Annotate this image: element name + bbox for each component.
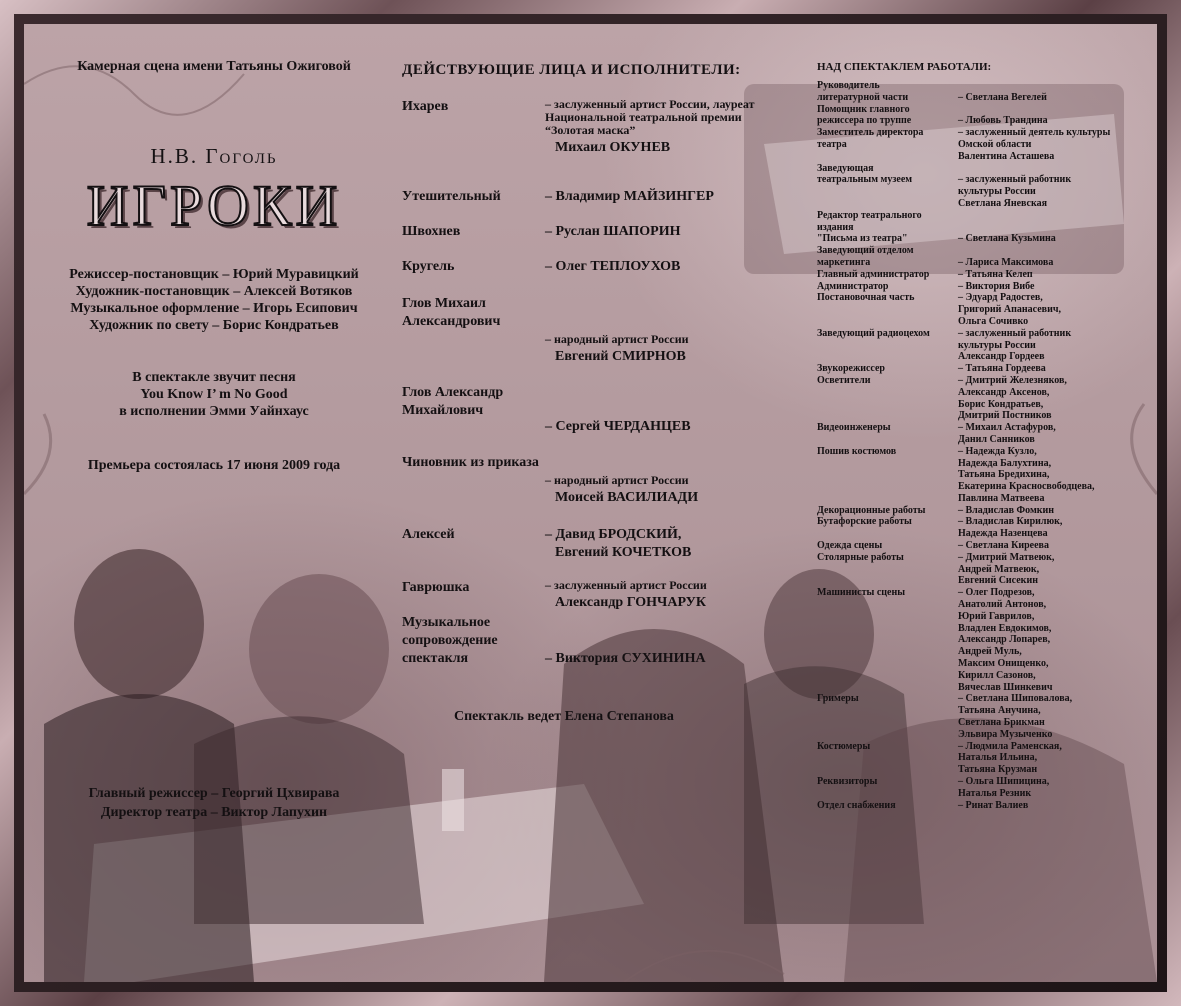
staff-value: – Надежда Кузло, [958,445,1037,457]
cast-heading: ДЕЙСТВУЮЩИЕ ЛИЦА И ИСПОЛНИТЕЛИ: [402,62,741,78]
staff-row [817,458,1147,470]
staff-value: Павлина Матвеева [958,492,1045,504]
cast-role: Гаврюшка [402,580,470,595]
staff-value: Максим Онищенко, [958,658,1049,670]
program-panel [24,24,1157,982]
staff-value: Андрей Муль, [958,646,1022,658]
staff-role: Пошив костюмов [817,445,897,457]
staff-value: – Дмитрий Матвеюк, [958,551,1055,563]
staff-value: – Дмитрий Железняков, [958,374,1067,386]
staff-row [817,245,1147,257]
staff-row [817,174,1147,186]
staff-row [817,741,1147,753]
staff-value: Светлана Яневская [958,197,1047,209]
staff-value: Татьяна Бредихина, [958,469,1050,481]
performer-note: – народный артист России [545,473,689,487]
staff-role: Администратор [817,280,889,292]
crew-line: Художник-постановщик – Алексей Вотяков [75,284,353,299]
chief-director: Главный режиссер – Георгий Цхвирава [88,786,340,801]
staff-role [817,646,958,658]
staff-row [817,375,1147,387]
staff-role: Постановочная часть [817,292,915,304]
staff-role: Заместитель директора [817,127,924,139]
staff-value: Анатолий Антонов, [958,599,1047,611]
staff-role [817,151,958,163]
cast-performer: – Виктория СУХИНИНА [545,651,706,666]
staff-role: Видеоинженеры [817,422,891,434]
staff-role: театра [817,138,847,150]
staff-row [817,92,1147,104]
staff-role: Реквизиторы [817,776,878,788]
staff-role: Заведующий радиоцехом [817,327,930,339]
staff-row [817,646,1147,658]
staff-value: – Любовь Трандина [958,115,1048,127]
staff-role [817,399,958,411]
staff-row [817,104,1147,116]
staff-row [817,505,1147,517]
staff-row [817,575,1147,587]
staff-value: – Виктория Вибе [958,280,1035,292]
theatre-director: Директор театра – Виктор Лапухин [100,805,328,820]
staff-row [817,764,1147,776]
staff-row [817,422,1147,434]
staff-value: – Людмила Раменская, [958,740,1062,752]
song-line: В спектакле звучит песня [132,370,296,385]
staff-row [817,446,1147,458]
staff-value [958,163,1147,175]
staff-value: – Ринат Валиев [958,799,1029,811]
staff-row [817,399,1147,411]
staff-row [817,552,1147,564]
staff-role: Столярные работы [817,551,904,563]
staff-value: Надежда Балухтина, [958,457,1052,469]
staff-row [817,682,1147,694]
staff-value [958,245,1147,257]
staff-value: Юрий Гаврилов, [958,610,1035,622]
cast-performer: – Руслан ШАПОРИН [545,224,681,239]
staff-value: Александр Аксенов, [958,386,1050,398]
staff-role [817,764,958,776]
theatre-name: Камерная сцена имени Татьяны Ожиговой [77,59,351,74]
staff-role: "Письма из театра" [817,233,908,245]
staff-row [817,729,1147,741]
crew-line: Художник по свету – Борис Кондратьев [89,318,339,333]
staff-row [817,233,1147,245]
staff-row [817,163,1147,175]
cast-role: Ихарев [402,99,449,114]
cast-performer [545,474,760,507]
crew-line: Режиссер-постановщик – Юрий Муравицкий [69,267,359,282]
staff-row [817,127,1147,139]
staff-value: Вячеслав Шинкевич [958,681,1053,693]
staff-role: Костюмеры [817,740,871,752]
performer-name: Евгений СМИРНОВ [555,349,686,364]
staff-row [817,363,1147,375]
staff-role [817,186,958,198]
staff-role [817,682,958,694]
staff-role [817,387,958,399]
staff-role: Руководитель [817,80,880,91]
staff-value: Андрей Матвеюк, [958,563,1040,575]
staff-row [817,351,1147,363]
author-name: Н.В. Гоголь [150,144,278,168]
staff-value: – заслуженный работник [958,327,1072,339]
staff-role [817,752,958,764]
staff-value: Наталья Ильина, [958,752,1038,764]
staff-role [817,634,958,646]
staff-value: – Ольга Шипицина, [958,776,1050,788]
staff-value: – Татьяна Гордеева [958,363,1046,375]
staff-value: – Светлана Шиповалова, [958,693,1073,705]
cast-performer: – Олег ТЕПЛОУХОВ [545,259,681,274]
staff-role [817,729,958,741]
staff-value: – заслуженный деятель культуры [958,127,1111,139]
staff-row [817,717,1147,729]
staff-value: Александр Лопарев, [958,634,1051,646]
staff-value: культуры России [958,339,1036,351]
staff-value: – заслуженный работник [958,174,1072,186]
staff-value: Борис Кондратьев, [958,398,1044,410]
cast-role: Чиновник из приказа [402,455,539,470]
staff-row [817,328,1147,340]
staff-row [817,281,1147,293]
staff-value: Эльвира Музыченко [958,728,1053,740]
staff-role: режиссера по труппе [817,115,912,127]
staff-role [817,434,958,446]
host-credit: Спектакль ведет Елена Степанова [454,709,674,724]
staff-value: культуры России [958,186,1036,198]
staff-row [817,186,1147,198]
staff-value: – Владислав Фомкин [958,504,1055,516]
staff-value: Татьяна Крузман [958,764,1038,776]
staff-role: театральным музеем [817,174,913,186]
staff-role [817,340,958,352]
staff-value: Данил Санников [958,433,1035,445]
cast-performer [545,333,760,366]
staff-row [817,564,1147,576]
performer-name: Александр ГОНЧАРУК [555,595,707,610]
staff-row [817,292,1147,304]
staff-role [817,599,958,611]
crew-line: Музыкальное оформление – Игорь Есипович [70,301,358,316]
premiere-date: Премьера состоялась 17 июня 2009 года [87,458,341,473]
staff-value: Светлана Брикман [958,717,1045,729]
cast-performer [545,98,760,157]
staff-value: Александр Гордеев [958,351,1045,363]
staff-role [817,493,958,505]
staff-row [817,210,1147,234]
staff-value: Омской области [958,138,1032,150]
song-line: You Know I’ m No Good [140,387,288,402]
crew-list [24,266,404,334]
staff-heading: НАД СПЕКТАКЛЕМ РАБОТАЛИ: [817,61,992,73]
staff-role [817,717,958,729]
staff-value: Татьяна Анучина, [958,705,1041,717]
staff-row [817,776,1147,788]
staff-role: Гримеры [817,693,859,705]
staff-row [817,139,1147,151]
staff-row [817,115,1147,127]
staff-role: Главный администратор [817,268,930,280]
staff-role: Помощник главного [817,103,910,115]
staff-value: – Владислав Кирилюк, [958,516,1063,528]
staff-row [817,623,1147,635]
staff-role: Заведующий отделом [817,245,914,257]
staff-role [817,788,958,800]
staff-role: литературной части [817,91,909,103]
staff-value: Дмитрий Постников [958,410,1052,422]
staff-role: Бутафорские работы [817,516,912,528]
staff-value: Екатерина Красносвободцева, [958,481,1095,493]
cast-performer [545,579,760,612]
staff-role [817,705,958,717]
leadership [24,784,404,822]
staff-row [817,493,1147,505]
performer-line: – Давид БРОДСКИЙ, [545,527,682,542]
staff-role: Звукорежиссер [817,363,885,375]
staff-row [817,481,1147,493]
staff-row [817,658,1147,670]
staff-value: – Светлана Вегелей [958,91,1047,103]
staff-row [817,599,1147,611]
staff-value: – Светлана Киреева [958,540,1049,552]
staff-role: Осветители [817,374,871,386]
performer-note: – народный артист России [545,332,689,346]
staff-row [817,705,1147,717]
cast-role: Алексей [402,527,455,542]
staff-value: Владлен Евдокимов, [958,622,1052,634]
staff-value: Ольга Сочивко [958,315,1029,327]
staff-role [817,469,958,481]
play-title: ИГРОКИ [86,173,342,238]
staff-row [817,387,1147,399]
staff-role [817,481,958,493]
cast-performer [545,526,760,562]
staff-value: – Олег Подрезов, [958,587,1035,599]
staff-role [817,658,958,670]
staff-row [817,269,1147,281]
staff-role [817,198,958,210]
staff-role [817,623,958,635]
staff-role [817,304,958,316]
staff-row [817,340,1147,352]
cast-performer: – Сергей ЧЕРДАНЦЕВ [545,419,691,434]
performer-name: Михаил ОКУНЕВ [555,140,671,155]
staff-row [817,611,1147,623]
staff-row [817,304,1147,316]
cast-performer: – Владимир МАЙЗИНГЕР [545,189,714,204]
staff-row [817,316,1147,328]
performer-name: Моисей ВАСИЛИАДИ [555,490,699,505]
staff-role: Одежда сцены [817,540,883,552]
staff-value: Григорий Апанасевич, [958,304,1061,316]
staff-value: Наталья Резник [958,787,1032,799]
staff-row [817,410,1147,422]
cast-role: Кругель [402,259,455,274]
staff-list [817,80,1147,811]
performer-note: – заслуженный артист России [545,578,707,592]
staff-row [817,540,1147,552]
staff-value: – Лариса Максимова [958,256,1054,268]
staff-role [817,564,958,576]
staff-role [817,458,958,470]
staff-row [817,587,1147,599]
staff-role [817,670,958,682]
staff-row [817,469,1147,481]
performer-note: – заслуженный артист России, лауреат Национальной театральной премии “Золотая маска” [545,97,755,137]
staff-row [817,752,1147,764]
staff-value: Валентина Асташева [958,150,1055,162]
cast-role: Утешительный [402,189,501,204]
staff-row [817,80,1147,92]
staff-row [817,257,1147,269]
staff-row [817,198,1147,210]
staff-role [817,316,958,328]
staff-role [817,351,958,363]
staff-value: Надежда Назенцева [958,528,1048,540]
staff-value: – Михаил Астафуров, [958,422,1056,434]
cast-role: Швохнев [402,224,461,239]
staff-value [958,80,1147,92]
song-note [24,369,404,420]
staff-row [817,634,1147,646]
cast-role: Глов Михаил Александрович [402,296,501,329]
staff-value [958,104,1147,116]
staff-role: Декорационные работы [817,504,926,516]
staff-role: Машинисты сцены [817,587,906,599]
staff-role [817,528,958,540]
staff-row [817,528,1147,540]
staff-row [817,788,1147,800]
cast-role: Глов Александр Михайлович [402,385,504,418]
staff-value: Кирилл Сазонов, [958,669,1036,681]
staff-value: – Эдуард Радостев, [958,292,1043,304]
staff-role: Отдел снабжения [817,799,896,811]
staff-row [817,800,1147,812]
staff-row [817,434,1147,446]
staff-role [817,611,958,623]
staff-row [817,670,1147,682]
staff-role [817,575,958,587]
staff-role: маркетинга [817,256,871,268]
song-line: в исполнении Эмми Уайнхаус [119,404,309,419]
staff-role: Заведующая [817,162,874,174]
staff-value [958,210,1147,234]
staff-value: – Татьяна Келеп [958,268,1033,280]
staff-value: – Светлана Кузьмина [958,233,1056,245]
cast-role: Музыкальное сопровождение спектакля [402,615,498,666]
performer-name: Евгений КОЧЕТКОВ [555,545,692,560]
staff-value: Евгений Сисекин [958,575,1038,587]
staff-role: Редактор театрального издания [817,209,922,233]
staff-row [817,151,1147,163]
staff-role [817,410,958,422]
staff-row [817,516,1147,528]
staff-row [817,693,1147,705]
